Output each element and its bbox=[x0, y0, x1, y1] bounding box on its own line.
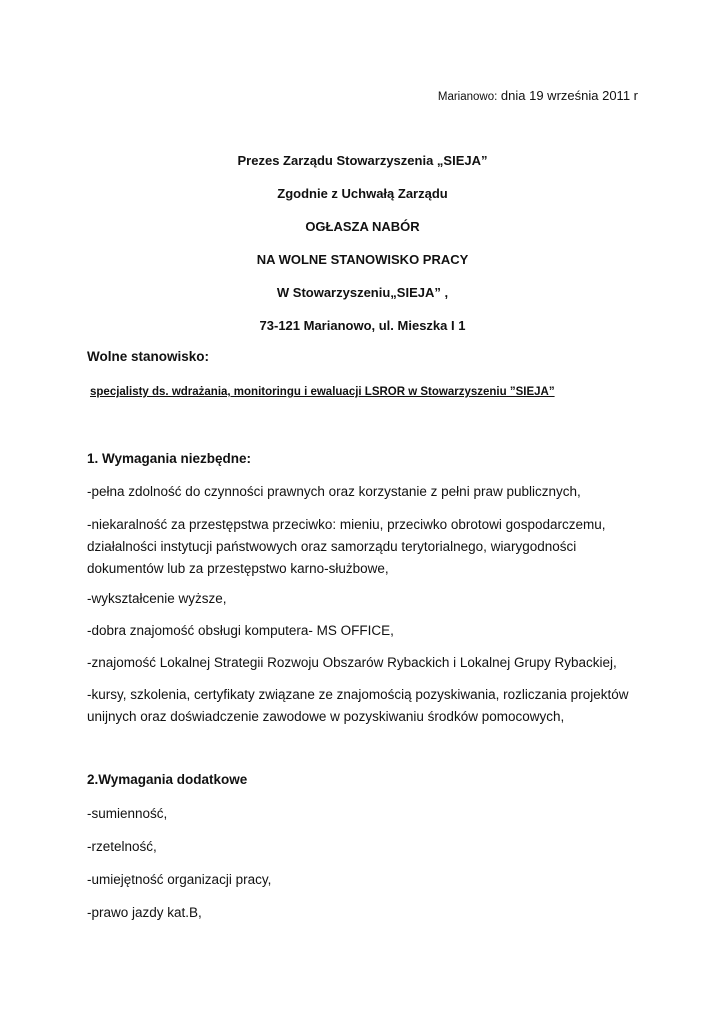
section-1-item: -dobra znajomość obsługi komputera- MS OFFICE, bbox=[87, 623, 394, 638]
section-1-item: -znajomość Lokalnej Strategii Rozwoju Obszarów Rybackich i Lokalnej Grupy Rybackiej, bbox=[87, 655, 617, 670]
date-text: dnia 19 września 2011 r bbox=[497, 88, 638, 103]
announcement-line-1: Prezes Zarządu Stowarzyszenia „SIEJA” bbox=[237, 153, 488, 168]
section-1-item: dokumentów lub za przestępstwo karno-służbowe, bbox=[87, 561, 389, 576]
section-1-item: -niekaralność za przestępstwa przeciwko: mieniu, przeciwko obrotowi gospodarczemu, bbox=[87, 517, 606, 532]
announcement-line-3: OGŁASZA NABÓR bbox=[305, 219, 420, 234]
section-1-item: unijnych oraz doświadczenie zawodowe w pozyskiwaniu środków pomocowych, bbox=[87, 709, 565, 724]
section-1-heading: 1. Wymagania niezbędne: bbox=[87, 451, 252, 466]
section-2-item: -umiejętność organizacji pracy, bbox=[87, 872, 272, 887]
date-place: Marianowo: bbox=[437, 91, 498, 103]
announcement-line-4: NA WOLNE STANOWISKO PRACY bbox=[256, 252, 469, 267]
section-2-item: -sumienność, bbox=[87, 806, 168, 821]
section-2-item: -prawo jazdy kat.B, bbox=[87, 905, 202, 920]
position-label: Wolne stanowisko: bbox=[87, 349, 210, 364]
announcement-line-2: Zgodnie z Uchwałą Zarządu bbox=[277, 186, 448, 201]
section-2-heading: 2.Wymagania dodatkowe bbox=[87, 772, 248, 787]
date-line bbox=[438, 87, 638, 106]
section-1-item: -kursy, szkolenia, certyfikaty związane ze znajomością pozyskiwania, rozliczania projektów bbox=[87, 687, 629, 702]
announcement-line-6: 73-121 Marianowo, ul. Mieszka I 1 bbox=[259, 318, 466, 333]
section-1-item: działalności instytucji państwowych oraz samorządu terytorialnego, wiarygodności bbox=[87, 539, 577, 554]
section-1-item: -pełna zdolność do czynności prawnych oraz korzystanie z pełni praw publicznych, bbox=[87, 484, 581, 499]
section-2-item: -rzetelność, bbox=[87, 839, 157, 854]
announcement-line-5: W Stowarzyszeniu„SIEJA” , bbox=[276, 285, 449, 300]
position-title: specjalisty ds. wdrażania, monitoringu i ewaluacji LSROR w Stowarzyszeniu ”SIEJA” bbox=[90, 386, 555, 398]
section-1-item: -wykształcenie wyższe, bbox=[87, 591, 227, 606]
